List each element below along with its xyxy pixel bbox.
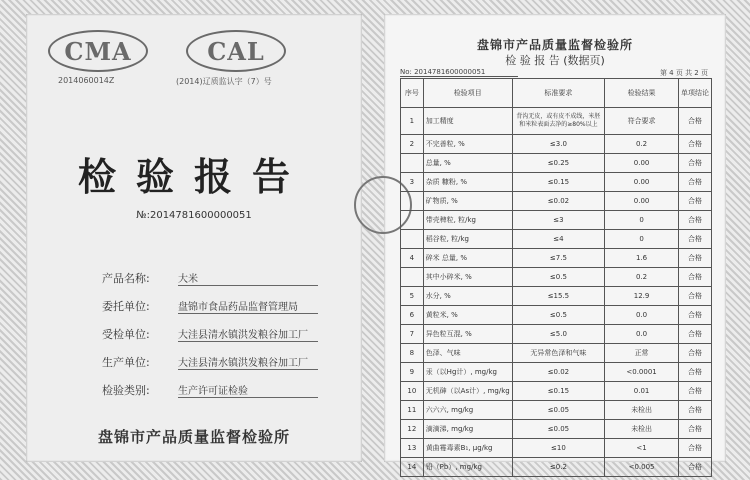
field-label: 检验类别: xyxy=(102,384,150,397)
page-info: 第 4 页 共 2 页 xyxy=(659,69,708,77)
cell-no xyxy=(401,230,424,249)
header-no: 序号 xyxy=(401,79,424,108)
cell-result: 0.00 xyxy=(605,173,679,192)
table-row xyxy=(401,287,712,306)
cell-no: 6 xyxy=(401,306,424,325)
cell-verdict: 合格 xyxy=(679,268,712,287)
field-label: 产品名称: xyxy=(102,272,150,285)
field-value: 盘锦市食品药品监督管理局 xyxy=(178,298,318,314)
cell-result: 0.2 xyxy=(605,135,679,154)
cell-result: 未检出 xyxy=(605,420,679,439)
cell-no: 1 xyxy=(401,108,424,135)
cell-standard: 无异常色泽和气味 xyxy=(512,344,604,363)
cell-item: 无机砷（以As计）, mg/kg xyxy=(423,382,512,401)
field-value: 大洼县清水镇洪发粮谷加工厂 xyxy=(178,326,318,342)
cell-standard: ≤15.5 xyxy=(512,287,604,306)
table-row xyxy=(401,439,712,458)
cell-standard: ≤0.02 xyxy=(512,192,604,211)
cell-standard: ≤0.05 xyxy=(512,401,604,420)
table-row xyxy=(401,230,712,249)
cell-standard: ≤0.25 xyxy=(512,154,604,173)
cell-item: 加工精度 xyxy=(423,108,512,135)
cell-verdict: 合格 xyxy=(679,287,712,306)
cell-standard: ≤0.5 xyxy=(512,268,604,287)
cell-no xyxy=(401,211,424,230)
cell-item: 其中小碎米, % xyxy=(423,268,512,287)
cell-no: 11 xyxy=(401,401,424,420)
cell-verdict: 合格 xyxy=(679,325,712,344)
cell-verdict: 合格 xyxy=(679,382,712,401)
cell-verdict: 合格 xyxy=(679,363,712,382)
table-row xyxy=(401,382,712,401)
field-label: 生产单位: xyxy=(102,356,150,369)
field-value: 生产许可证检验 xyxy=(178,382,318,398)
table-row xyxy=(401,135,712,154)
cell-result: 12.9 xyxy=(605,287,679,306)
cell-verdict: 合格 xyxy=(679,135,712,154)
data-page-report-number: No: 2014781600000051 xyxy=(400,68,518,77)
cell-no: 13 xyxy=(401,439,424,458)
cell-verdict: 合格 xyxy=(679,211,712,230)
field-product-name xyxy=(102,270,322,290)
table-row xyxy=(401,211,712,230)
cell-standard: ≤0.15 xyxy=(512,382,604,401)
cell-verdict: 合格 xyxy=(679,230,712,249)
cma-logo: CMA xyxy=(48,30,148,72)
header-standard: 标准要求 xyxy=(512,79,604,108)
field-value: 大米 xyxy=(178,270,318,286)
cell-item: 碎米 总量, % xyxy=(423,249,512,268)
table-row xyxy=(401,249,712,268)
table-header-row xyxy=(401,79,712,108)
cell-item: 杂质 糠粉, % xyxy=(423,173,512,192)
cell-verdict: 合格 xyxy=(679,420,712,439)
cell-standard: ≤0.5 xyxy=(512,306,604,325)
table-row xyxy=(401,363,712,382)
field-label: 受检单位: xyxy=(102,328,150,341)
cell-verdict: 合格 xyxy=(679,344,712,363)
table-row xyxy=(401,173,712,192)
report-cover-page xyxy=(26,14,362,462)
cell-result: 符合要求 xyxy=(605,108,679,135)
cell-item: 黄粒米, % xyxy=(423,306,512,325)
cell-no: 4 xyxy=(401,249,424,268)
table-row xyxy=(401,344,712,363)
table-row xyxy=(401,306,712,325)
cell-result: 0.2 xyxy=(605,268,679,287)
cell-item: 带壳稗粒, 粒/kg xyxy=(423,211,512,230)
cell-result: 正常 xyxy=(605,344,679,363)
cell-verdict: 合格 xyxy=(679,458,712,477)
cell-result: 0.00 xyxy=(605,192,679,211)
issuer-name: 盘锦市产品质量监督检验所 xyxy=(97,428,290,446)
report-data-page xyxy=(384,14,726,471)
cell-standard: 背沟无皮，或有皮不成线，米胚和米粒表面去净的≥80%以上 xyxy=(512,108,604,135)
cell-no: 9 xyxy=(401,363,424,382)
cell-result: 未检出 xyxy=(605,401,679,420)
cell-item: 六六六, mg/kg xyxy=(423,401,512,420)
cell-verdict: 合格 xyxy=(679,154,712,173)
table-row xyxy=(401,268,712,287)
cell-no: 7 xyxy=(401,325,424,344)
table-row xyxy=(401,325,712,344)
cell-verdict: 合格 xyxy=(679,306,712,325)
cell-result: 0 xyxy=(605,230,679,249)
cell-standard: ≤7.5 xyxy=(512,249,604,268)
cell-item: 稻谷粒, 粒/kg xyxy=(423,230,512,249)
cell-result: 0.01 xyxy=(605,382,679,401)
cell-standard: ≤5.0 xyxy=(512,325,604,344)
cell-item: 汞（以Hg计）, mg/kg xyxy=(423,363,512,382)
table-row xyxy=(401,458,712,477)
cal-cert-number: (2014)辽质监认字（7）号 xyxy=(176,77,272,86)
field-inspected-unit xyxy=(102,326,322,346)
field-inspection-type xyxy=(102,382,322,402)
cell-result: <0.0001 xyxy=(605,363,679,382)
cell-no xyxy=(401,192,424,211)
cell-result: <0.005 xyxy=(605,458,679,477)
table-row xyxy=(401,154,712,173)
report-number: №:2014781600000051 xyxy=(136,210,252,221)
cell-standard: ≤3 xyxy=(512,211,604,230)
cell-result: 0 xyxy=(605,211,679,230)
cell-standard: ≤10 xyxy=(512,439,604,458)
cell-result: 0.0 xyxy=(605,325,679,344)
cell-item: 水分, % xyxy=(423,287,512,306)
cma-cert-number: 2014060014Z xyxy=(58,76,115,85)
cell-verdict: 合格 xyxy=(679,108,712,135)
cell-no: 5 xyxy=(401,287,424,306)
cell-no xyxy=(401,268,424,287)
report-title: 检验报告 xyxy=(77,154,310,199)
cell-standard: ≤0.2 xyxy=(512,458,604,477)
cell-no xyxy=(401,154,424,173)
cell-standard: ≤0.05 xyxy=(512,420,604,439)
cell-result: <1 xyxy=(605,439,679,458)
table-row xyxy=(401,192,712,211)
cell-item: 异色粒互混, % xyxy=(423,325,512,344)
table-row xyxy=(401,108,712,135)
cell-item: 总量, % xyxy=(423,154,512,173)
table-row xyxy=(401,401,712,420)
cell-item: 不完善粒, % xyxy=(423,135,512,154)
cell-standard: ≤0.15 xyxy=(512,173,604,192)
cell-no: 3 xyxy=(401,173,424,192)
table-row xyxy=(401,420,712,439)
cell-no: 2 xyxy=(401,135,424,154)
cell-standard: ≤4 xyxy=(512,230,604,249)
field-manufacturer xyxy=(102,354,322,374)
cell-no: 14 xyxy=(401,458,424,477)
header-verdict: 单项结论 xyxy=(679,79,712,108)
cell-item: 黄曲霉毒素B₁, μg/kg xyxy=(423,439,512,458)
cell-item: 矿物质, % xyxy=(423,192,512,211)
field-client xyxy=(102,298,322,318)
cell-standard: ≤0.02 xyxy=(512,363,604,382)
header-result: 检验结果 xyxy=(605,79,679,108)
field-label: 委托单位: xyxy=(102,300,150,313)
field-value: 大洼县清水镇洪发粮谷加工厂 xyxy=(178,354,318,370)
cell-standard: ≤3.0 xyxy=(512,135,604,154)
cell-item: 色泽、气味 xyxy=(423,344,512,363)
data-page-title: 盘锦市产品质量监督检验所 xyxy=(476,38,633,52)
cell-no: 10 xyxy=(401,382,424,401)
cell-result: 0.0 xyxy=(605,306,679,325)
cell-verdict: 合格 xyxy=(679,401,712,420)
cell-no: 12 xyxy=(401,420,424,439)
cell-result: 0.00 xyxy=(605,154,679,173)
cell-item: 滴滴涕, mg/kg xyxy=(423,420,512,439)
cell-no: 8 xyxy=(401,344,424,363)
cell-result: 1.6 xyxy=(605,249,679,268)
cell-verdict: 合格 xyxy=(679,192,712,211)
cell-verdict: 合格 xyxy=(679,249,712,268)
cell-item: 铅（Pb）, mg/kg xyxy=(423,458,512,477)
cell-verdict: 合格 xyxy=(679,439,712,458)
table-body xyxy=(401,108,712,477)
cal-logo: CAL xyxy=(186,30,286,72)
results-table xyxy=(400,78,712,477)
data-page-subtitle: 检 验 报 告 (数据页) xyxy=(505,54,605,67)
cell-verdict: 合格 xyxy=(679,173,712,192)
header-item: 检验项目 xyxy=(423,79,512,108)
